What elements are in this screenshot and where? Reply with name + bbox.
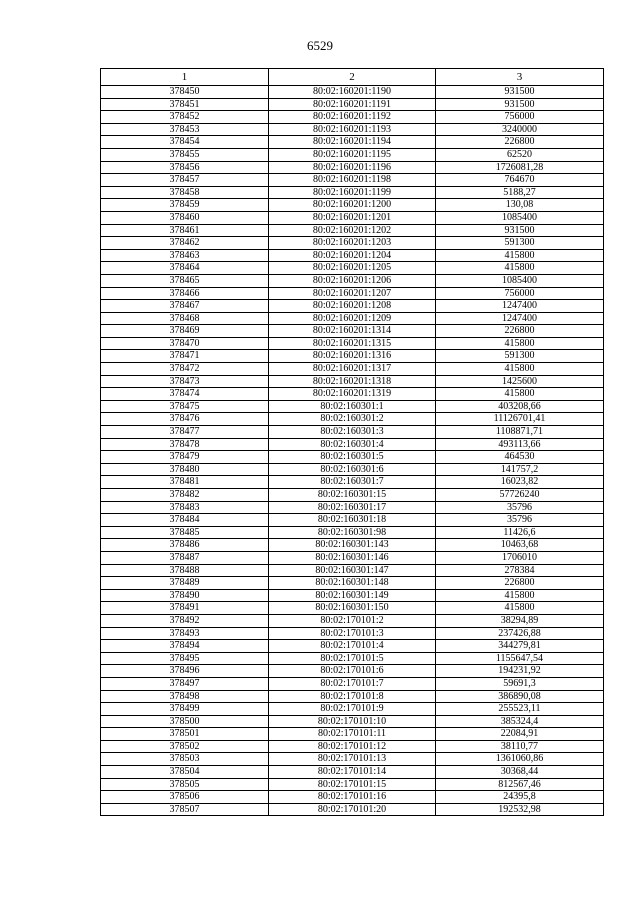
value-cell: 415800	[436, 589, 604, 602]
row-number-cell: 378493	[101, 627, 269, 640]
value-cell: 931500	[436, 98, 604, 111]
value-cell: 385324,4	[436, 715, 604, 728]
row-number-cell: 378504	[101, 766, 269, 779]
row-number-cell: 378503	[101, 753, 269, 766]
row-number-cell: 378489	[101, 577, 269, 590]
value-cell: 403208,66	[436, 400, 604, 413]
value-cell: 22084,91	[436, 728, 604, 741]
table-row	[101, 325, 604, 338]
value-cell: 141757,2	[436, 463, 604, 476]
table-row	[101, 86, 604, 99]
value-cell: 1085400	[436, 274, 604, 287]
row-number-cell: 378486	[101, 539, 269, 552]
value-cell: 1425600	[436, 375, 604, 388]
row-number-cell: 378496	[101, 665, 269, 678]
row-number-cell: 378463	[101, 249, 269, 262]
value-cell: 1247400	[436, 312, 604, 325]
cadastral-number-cell: 80:02:160301:98	[269, 526, 436, 539]
table-row	[101, 501, 604, 514]
table-row	[101, 400, 604, 413]
value-cell: 1155647,54	[436, 652, 604, 665]
header-col-3: 3	[436, 69, 604, 86]
table-row	[101, 740, 604, 753]
table-row	[101, 577, 604, 590]
row-number-cell: 378475	[101, 400, 269, 413]
table-row	[101, 539, 604, 552]
cadastral-number-cell: 80:02:160201:1204	[269, 249, 436, 262]
cadastral-number-cell: 80:02:160301:148	[269, 577, 436, 590]
row-number-cell: 378494	[101, 640, 269, 653]
table-row	[101, 350, 604, 363]
table-row	[101, 728, 604, 741]
cadastral-number-cell: 80:02:160301:3	[269, 426, 436, 439]
cadastral-number-cell: 80:02:160301:6	[269, 463, 436, 476]
row-number-cell: 378453	[101, 123, 269, 136]
cadastral-number-cell: 80:02:160201:1193	[269, 123, 436, 136]
cadastral-number-cell: 80:02:160201:1199	[269, 186, 436, 199]
value-cell: 415800	[436, 262, 604, 275]
value-cell: 194231,92	[436, 665, 604, 678]
value-cell: 415800	[436, 388, 604, 401]
table-row	[101, 337, 604, 350]
table-row	[101, 640, 604, 653]
table-row	[101, 803, 604, 816]
table-row	[101, 186, 604, 199]
cadastral-number-cell: 80:02:160201:1198	[269, 174, 436, 187]
value-cell: 415800	[436, 249, 604, 262]
row-number-cell: 378452	[101, 111, 269, 124]
table-row	[101, 388, 604, 401]
value-cell: 11126701,41	[436, 413, 604, 426]
row-number-cell: 378492	[101, 614, 269, 627]
cadastral-number-cell: 80:02:170101:13	[269, 753, 436, 766]
table-row	[101, 451, 604, 464]
value-cell: 591300	[436, 237, 604, 250]
row-number-cell: 378457	[101, 174, 269, 187]
value-cell: 493113,66	[436, 438, 604, 451]
cadastral-number-cell: 80:02:160201:1203	[269, 237, 436, 250]
table-row	[101, 703, 604, 716]
value-cell: 344279,81	[436, 640, 604, 653]
cadastral-number-cell: 80:02:160201:1207	[269, 287, 436, 300]
row-number-cell: 378473	[101, 375, 269, 388]
cadastral-number-cell: 80:02:170101:20	[269, 803, 436, 816]
row-number-cell: 378450	[101, 86, 269, 99]
value-cell: 237426,88	[436, 627, 604, 640]
cadastral-number-cell: 80:02:160201:1195	[269, 148, 436, 161]
header-col-1: 1	[101, 69, 269, 86]
cadastral-number-cell: 80:02:170101:4	[269, 640, 436, 653]
value-cell: 591300	[436, 350, 604, 363]
table-row	[101, 300, 604, 313]
value-cell: 11426,6	[436, 526, 604, 539]
value-cell: 415800	[436, 602, 604, 615]
row-number-cell: 378502	[101, 740, 269, 753]
table-row	[101, 489, 604, 502]
value-cell: 10463,68	[436, 539, 604, 552]
cadastral-number-cell: 80:02:160201:1315	[269, 337, 436, 350]
table-row	[101, 123, 604, 136]
row-number-cell: 378484	[101, 514, 269, 527]
value-cell: 192532,98	[436, 803, 604, 816]
cadastral-number-cell: 80:02:160301:143	[269, 539, 436, 552]
value-cell: 1108871,71	[436, 426, 604, 439]
table-row	[101, 476, 604, 489]
cadastral-number-cell: 80:02:160301:146	[269, 551, 436, 564]
row-number-cell: 378462	[101, 237, 269, 250]
value-cell: 57726240	[436, 489, 604, 502]
value-cell: 1726081,28	[436, 161, 604, 174]
table-row	[101, 426, 604, 439]
table-row	[101, 413, 604, 426]
cadastral-number-cell: 80:02:170101:12	[269, 740, 436, 753]
row-number-cell: 378487	[101, 551, 269, 564]
row-number-cell: 378455	[101, 148, 269, 161]
cadastral-number-cell: 80:02:160301:5	[269, 451, 436, 464]
table-row	[101, 665, 604, 678]
cadastral-number-cell: 80:02:170101:5	[269, 652, 436, 665]
row-number-cell: 378497	[101, 677, 269, 690]
value-cell: 16023,82	[436, 476, 604, 489]
value-cell: 255523,11	[436, 703, 604, 716]
row-number-cell: 378500	[101, 715, 269, 728]
table-row	[101, 766, 604, 779]
row-number-cell: 378499	[101, 703, 269, 716]
page-number: 6529	[307, 38, 333, 53]
table-header	[101, 69, 604, 86]
value-cell: 464530	[436, 451, 604, 464]
cadastral-number-cell: 80:02:160301:18	[269, 514, 436, 527]
row-number-cell: 378476	[101, 413, 269, 426]
table-row	[101, 199, 604, 212]
row-number-cell: 378481	[101, 476, 269, 489]
cadastral-number-cell: 80:02:160201:1318	[269, 375, 436, 388]
row-number-cell: 378458	[101, 186, 269, 199]
row-number-cell: 378498	[101, 690, 269, 703]
table-row	[101, 312, 604, 325]
cadastral-number-cell: 80:02:170101:7	[269, 677, 436, 690]
cadastral-number-cell: 80:02:160201:1191	[269, 98, 436, 111]
cadastral-number-cell: 80:02:160201:1192	[269, 111, 436, 124]
cadastral-number-cell: 80:02:170101:2	[269, 614, 436, 627]
cadastral-number-cell: 80:02:170101:14	[269, 766, 436, 779]
table-row	[101, 249, 604, 262]
row-number-cell: 378467	[101, 300, 269, 313]
value-cell: 1361060,86	[436, 753, 604, 766]
value-cell: 278384	[436, 564, 604, 577]
value-cell: 812567,46	[436, 778, 604, 791]
cadastral-number-cell: 80:02:160201:1319	[269, 388, 436, 401]
row-number-cell: 378451	[101, 98, 269, 111]
row-number-cell: 378469	[101, 325, 269, 338]
row-number-cell: 378461	[101, 224, 269, 237]
table-row	[101, 753, 604, 766]
value-cell: 931500	[436, 86, 604, 99]
table-row	[101, 287, 604, 300]
cadastral-number-cell: 80:02:160201:1206	[269, 274, 436, 287]
cadastral-number-cell: 80:02:160301:4	[269, 438, 436, 451]
cadastral-number-cell: 80:02:160201:1317	[269, 363, 436, 376]
row-number-cell: 378490	[101, 589, 269, 602]
cadastral-number-cell: 80:02:160201:1200	[269, 199, 436, 212]
table-row	[101, 652, 604, 665]
value-cell: 386890,08	[436, 690, 604, 703]
row-number-cell: 378501	[101, 728, 269, 741]
table-row	[101, 677, 604, 690]
cadastral-number-cell: 80:02:160301:150	[269, 602, 436, 615]
row-number-cell: 378466	[101, 287, 269, 300]
value-cell: 5188,27	[436, 186, 604, 199]
value-cell: 931500	[436, 224, 604, 237]
table-row	[101, 551, 604, 564]
cadastral-number-cell: 80:02:160201:1194	[269, 136, 436, 149]
row-number-cell: 378471	[101, 350, 269, 363]
value-cell: 226800	[436, 577, 604, 590]
cadastral-number-cell: 80:02:160201:1196	[269, 161, 436, 174]
data-table	[100, 68, 604, 816]
cadastral-number-cell: 80:02:160201:1202	[269, 224, 436, 237]
row-number-cell: 378465	[101, 274, 269, 287]
table-row	[101, 564, 604, 577]
row-number-cell: 378485	[101, 526, 269, 539]
value-cell: 59691,3	[436, 677, 604, 690]
header-col-2: 2	[269, 69, 436, 86]
table-row	[101, 526, 604, 539]
value-cell: 35796	[436, 514, 604, 527]
cadastral-number-cell: 80:02:160201:1205	[269, 262, 436, 275]
table-row	[101, 363, 604, 376]
value-cell: 38110,77	[436, 740, 604, 753]
cadastral-number-cell: 80:02:160301:1	[269, 400, 436, 413]
value-cell: 1085400	[436, 211, 604, 224]
table-row	[101, 602, 604, 615]
cadastral-number-cell: 80:02:160201:1209	[269, 312, 436, 325]
row-number-cell: 378456	[101, 161, 269, 174]
row-number-cell: 378470	[101, 337, 269, 350]
table-row	[101, 211, 604, 224]
value-cell: 415800	[436, 337, 604, 350]
table-row	[101, 148, 604, 161]
table-row	[101, 589, 604, 602]
table-row	[101, 262, 604, 275]
cadastral-number-cell: 80:02:170101:8	[269, 690, 436, 703]
cadastral-number-cell: 80:02:160201:1208	[269, 300, 436, 313]
value-cell: 756000	[436, 111, 604, 124]
table-row	[101, 627, 604, 640]
row-number-cell: 378507	[101, 803, 269, 816]
table-row	[101, 111, 604, 124]
row-number-cell: 378483	[101, 501, 269, 514]
value-cell: 130,08	[436, 199, 604, 212]
value-cell: 764670	[436, 174, 604, 187]
row-number-cell: 378482	[101, 489, 269, 502]
table-row	[101, 715, 604, 728]
value-cell: 226800	[436, 136, 604, 149]
cadastral-number-cell: 80:02:160301:149	[269, 589, 436, 602]
row-number-cell: 378468	[101, 312, 269, 325]
table-row	[101, 237, 604, 250]
table-row	[101, 161, 604, 174]
table-body	[101, 86, 604, 816]
cadastral-number-cell: 80:02:160201:1316	[269, 350, 436, 363]
row-number-cell: 378480	[101, 463, 269, 476]
row-number-cell: 378474	[101, 388, 269, 401]
value-cell: 1247400	[436, 300, 604, 313]
cadastral-number-cell: 80:02:160301:147	[269, 564, 436, 577]
cadastral-number-cell: 80:02:170101:9	[269, 703, 436, 716]
row-number-cell: 378460	[101, 211, 269, 224]
cadastral-number-cell: 80:02:170101:15	[269, 778, 436, 791]
cadastral-number-cell: 80:02:160301:7	[269, 476, 436, 489]
value-cell: 3240000	[436, 123, 604, 136]
table-row	[101, 174, 604, 187]
row-number-cell: 378488	[101, 564, 269, 577]
value-cell: 226800	[436, 325, 604, 338]
row-number-cell: 378477	[101, 426, 269, 439]
cadastral-number-cell: 80:02:160201:1201	[269, 211, 436, 224]
cadastral-number-cell: 80:02:160201:1190	[269, 86, 436, 99]
row-number-cell: 378506	[101, 791, 269, 804]
table-row	[101, 98, 604, 111]
cadastral-number-cell: 80:02:170101:3	[269, 627, 436, 640]
row-number-cell: 378454	[101, 136, 269, 149]
row-number-cell: 378479	[101, 451, 269, 464]
cadastral-number-cell: 80:02:170101:6	[269, 665, 436, 678]
value-cell: 415800	[436, 363, 604, 376]
table-row	[101, 778, 604, 791]
table-row	[101, 463, 604, 476]
table-row	[101, 274, 604, 287]
table-row	[101, 375, 604, 388]
table-row	[101, 438, 604, 451]
table-row	[101, 791, 604, 804]
cadastral-number-cell: 80:02:160301:17	[269, 501, 436, 514]
header-row	[101, 69, 604, 86]
cadastral-number-cell: 80:02:170101:16	[269, 791, 436, 804]
table-row	[101, 224, 604, 237]
value-cell: 756000	[436, 287, 604, 300]
value-cell: 30368,44	[436, 766, 604, 779]
row-number-cell: 378495	[101, 652, 269, 665]
cadastral-number-cell: 80:02:160301:15	[269, 489, 436, 502]
value-cell: 62520	[436, 148, 604, 161]
table-row	[101, 136, 604, 149]
row-number-cell: 378505	[101, 778, 269, 791]
table-row	[101, 514, 604, 527]
row-number-cell: 378459	[101, 199, 269, 212]
row-number-cell: 378472	[101, 363, 269, 376]
row-number-cell: 378478	[101, 438, 269, 451]
row-number-cell: 378464	[101, 262, 269, 275]
table-row	[101, 614, 604, 627]
cadastral-number-cell: 80:02:170101:10	[269, 715, 436, 728]
cadastral-number-cell: 80:02:160201:1314	[269, 325, 436, 338]
row-number-cell: 378491	[101, 602, 269, 615]
value-cell: 35796	[436, 501, 604, 514]
value-cell: 38294,89	[436, 614, 604, 627]
table-row	[101, 690, 604, 703]
value-cell: 1706010	[436, 551, 604, 564]
cadastral-number-cell: 80:02:170101:11	[269, 728, 436, 741]
cadastral-number-cell: 80:02:160301:2	[269, 413, 436, 426]
value-cell: 24395,8	[436, 791, 604, 804]
